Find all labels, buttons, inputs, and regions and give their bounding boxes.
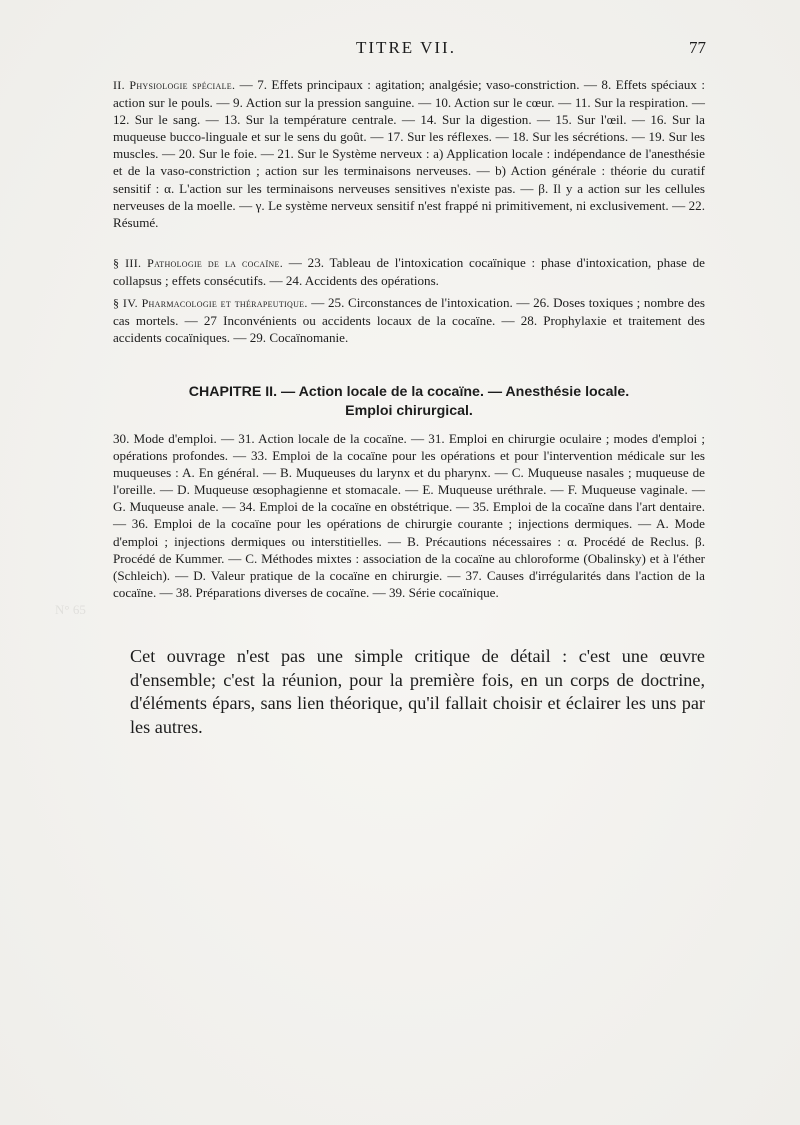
section-pharmacologie [113, 294, 705, 346]
section-label: § IV. Pharmacologie et thérapeutique. [113, 296, 308, 310]
chapter-heading [113, 383, 705, 421]
section-text: — 23. Tableau de l'intoxication cocaïnique : phase d'intoxication, phase de collapsus ; effets consécutifs. — 24. Accidents des opérations. [113, 255, 705, 289]
bleed-through-mark: N° 65 [55, 602, 86, 617]
page-number: 77 [689, 38, 706, 57]
chapter-contents: 30. Mode d'emploi. — 31. Action locale de la cocaïne. — 31. Emploi en chirurgie oculaire ; modes d'emploi ; opérations profondes. — 33. Emploi de la cocaïne pour les opérations et pour l'intervention médicale sur les muqueuses : A. En général. — B. Muqueuses du larynx et du pharynx. — C. Muqueuse nasales ; muqueuse de l'oreille. — D. Muqueuse œsophagienne et stomacale. — E. Muqueuse uréthrale. — F. Muqueuse vaginale. — G. Muqueuse anale. — 34. Emploi de la cocaïne en obstétrique. — 35. Emploi de la cocaïne dans l'art dentaire. — 36. Emploi de la cocaïne pour les opérations de chirurgie courante ; injections dermiques. — A. Mode d'emploi ; injections dermiques ou interstitielles. — B. Précautions nécessaires : α. Procédé de Reclus. β. Procédé de Kummer. — C. Méthodes mixtes : association de la cocaïne au chloroforme (Obalinsky) et à l'éther (Schleich). — D. Valeur pratique de la cocaïne en chirurgie. — 37. Causes d'irrégularités dans l'action de la cocaïne. — 38. Préparations diverses de cocaïne. — 39. Série cocaïnique. [113, 431, 705, 600]
section-physiologie-speciale [113, 76, 705, 231]
section-text: — 7. Effets principaux : agitation; analgésie; vaso-constriction. — 8. Effets spéciaux : action sur le pouls. — 9. Action sur la pression sanguine. — 10. Action sur le cœur. — 11. Sur la respiration. — 12. Sur le sang. — 13. Sur la température centrale. — 14. Sur la digestion. — 15. Sur l'œil. — 16. Sur la muqueuse bucco-linguale et sur le sens du goût. — 17. Sur les réflexes. — 18. Sur les sécrétions. — 19. Sur les muscles. — 20. Sur le foie. — 21. Sur le Système nerveux : a) Application locale : indépendance de l'anesthésie et de la vaso-constriction ; action sur les terminaisons nerveuses. — b) Action générale : théorie du curatif sensitif : α. L'action sur les terminaisons nerveuses sensitives n'existe pas. — β. Il y a action sur les cellules nerveuses de la moelle. — γ. Le système nerveux sensitif n'est frappé ni primitivement, ni exclusivement. — 22. Résumé. [113, 77, 705, 230]
section-text: — 25. Circonstances de l'intoxication. — 26. Doses toxiques ; nombre des cas mortels. — 27 Inconvénients ou accidents locaux de la cocaïne. — 28. Prophylaxie et traitement des accidents cocaïniques. — 29. Cocaïnomanie. [113, 295, 705, 346]
closing-paragraph: Cet ouvrage n'est pas une simple critique de détail : c'est une œuvre d'ensemble; c'est la réunion, pour la première fois, en un corps de doctrine, d'éléments épars, sans lien théorique, qu'il fallait choisir et éclairer les uns par les autres. [130, 646, 705, 737]
chapter-heading-line2: Emploi chirurgical. [345, 403, 473, 419]
running-title: TITRE VII. [356, 38, 456, 57]
section-pathologie [113, 254, 705, 289]
chapter-heading-line1: CHAPITRE II. — Action locale de la cocaïne. — Anesthésie locale. [188, 384, 630, 400]
page-header [106, 38, 706, 62]
section-label: II. Physiologie spéciale. [113, 78, 236, 92]
section-label: § III. Pathologie de la cocaïne. [113, 256, 283, 270]
